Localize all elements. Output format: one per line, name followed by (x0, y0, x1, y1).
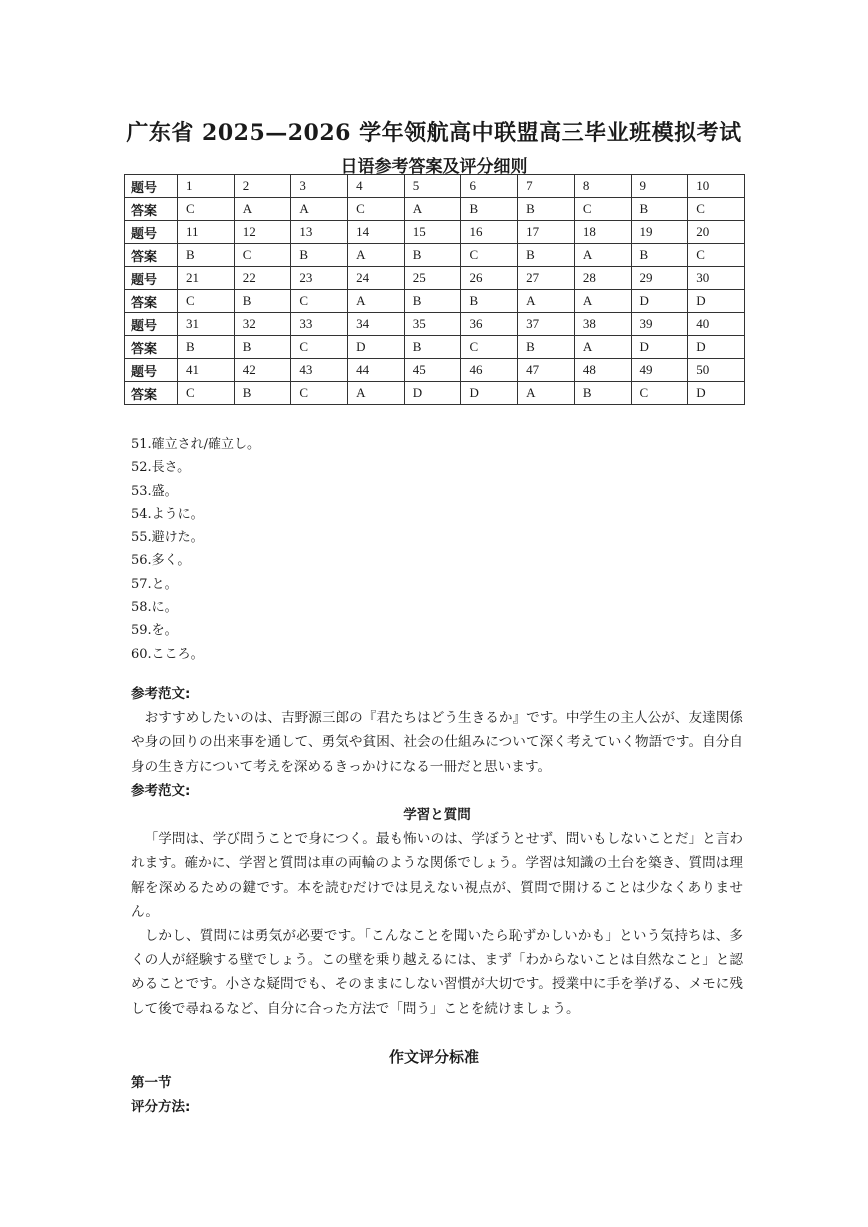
answer-cell: C (178, 290, 235, 313)
question-number-cell: 31 (178, 313, 235, 336)
fill-answer-item: 59.を。 (131, 623, 178, 639)
question-number-cell: 20 (688, 221, 745, 244)
question-number-cell: 29 (631, 267, 688, 290)
question-number-row-label: 题号 (125, 221, 178, 244)
question-number-row-label: 题号 (125, 175, 178, 198)
sample-essay-2-para1: 「学問は、学び問うことで身につく。最も怖いのは、学ぼうとせず、問いもしないことだ」と言われます。確かに、学習と質問は車の両輪のような関係でしょう。学習は知識の土台を築き、質問は理解を深めるための鍵です。本を読むだけでは見えない視点が、質問で開けることは少なくありません。 (131, 831, 743, 920)
answer-cell: A (518, 290, 575, 313)
question-number-cell: 27 (518, 267, 575, 290)
answer-row-label: 答案 (125, 290, 178, 313)
question-number-cell: 44 (348, 359, 405, 382)
question-number-cell: 6 (461, 175, 518, 198)
question-number-cell: 11 (178, 221, 235, 244)
fill-answer-item: 58.に。 (131, 600, 178, 616)
question-number-row (125, 313, 745, 336)
question-number-cell: 3 (291, 175, 348, 198)
question-number-row (125, 221, 745, 244)
answer-cell: B (291, 244, 348, 267)
question-number-cell: 13 (291, 221, 348, 244)
answer-cell: C (574, 198, 631, 221)
answer-cell: B (461, 290, 518, 313)
answer-cell: D (631, 336, 688, 359)
question-number-cell: 5 (404, 175, 461, 198)
answer-cell: C (688, 198, 745, 221)
answer-cell: D (461, 382, 518, 405)
question-number-cell: 46 (461, 359, 518, 382)
question-number-cell: 50 (688, 359, 745, 382)
question-number-cell: 40 (688, 313, 745, 336)
answer-cell: C (178, 198, 235, 221)
answer-row-label: 答案 (125, 382, 178, 405)
sample-essay-2-heading: 学習と質問 (403, 807, 471, 824)
fill-answer-item: 57.と。 (131, 576, 178, 592)
question-number-cell: 33 (291, 313, 348, 336)
question-number-cell: 12 (234, 221, 291, 244)
answer-cell: A (348, 244, 405, 267)
answer-cell: B (574, 382, 631, 405)
fill-answer-item: 56.多く。 (131, 553, 191, 569)
answer-row-label: 答案 (125, 198, 178, 221)
question-number-cell: 1 (178, 175, 235, 198)
sample-essay-2-para2: しかし、質問には勇気が必要です。「こんなことを聞いたら恥ずかしいかも」という気持ちは、多くの人が経験する壁でしょう。この壁を乗り越えるには、まず「わからないことは自然なこと」と認めることです。小さな疑問でも、そのままにしない習慣が大切です。授業中に手を挙げる、メモに残して後で尋ねるなど、自分に合った方法で「問う」ことを続けましょう。 (131, 928, 743, 1017)
question-number-cell: 24 (348, 267, 405, 290)
sample-essay-1-label: 参考范文: (131, 686, 191, 702)
fill-answer-item: 53.盛。 (131, 483, 178, 499)
answer-row (125, 244, 745, 267)
answer-cell: D (688, 290, 745, 313)
answer-row-label: 答案 (125, 244, 178, 267)
question-number-cell: 43 (291, 359, 348, 382)
fill-answer-item: 55.避けた。 (131, 530, 204, 546)
scoring-title: 作文评分标准 (388, 1048, 479, 1066)
answer-cell: B (518, 244, 575, 267)
sample-essay-2-label: 参考范文: (131, 782, 191, 799)
document-subtitle: 日语参考答案及评分细则 (340, 157, 528, 177)
question-number-cell: 47 (518, 359, 575, 382)
answer-cell: D (631, 290, 688, 313)
question-number-cell: 38 (574, 313, 631, 336)
answer-cell: B (404, 336, 461, 359)
question-number-cell: 19 (631, 221, 688, 244)
answer-cell: C (178, 382, 235, 405)
question-number-row (125, 267, 745, 290)
answer-cell: A (574, 290, 631, 313)
question-number-cell: 16 (461, 221, 518, 244)
fill-answer-item: 60.こころ。 (131, 646, 204, 662)
answer-cell: B (404, 290, 461, 313)
question-number-cell: 17 (518, 221, 575, 244)
question-number-cell: 30 (688, 267, 745, 290)
question-number-cell: 7 (518, 175, 575, 198)
question-number-cell: 49 (631, 359, 688, 382)
answer-cell: C (291, 336, 348, 359)
question-number-cell: 34 (348, 313, 405, 336)
question-number-cell: 26 (461, 267, 518, 290)
question-number-cell: 8 (574, 175, 631, 198)
answer-cell: C (631, 382, 688, 405)
answer-cell: B (631, 198, 688, 221)
question-number-cell: 23 (291, 267, 348, 290)
question-number-cell: 41 (178, 359, 235, 382)
answer-cell: B (234, 382, 291, 405)
question-number-cell: 35 (404, 313, 461, 336)
question-number-cell: 45 (404, 359, 461, 382)
answer-cell: A (574, 336, 631, 359)
question-number-cell: 37 (518, 313, 575, 336)
question-number-cell: 18 (574, 221, 631, 244)
answer-row (125, 336, 745, 359)
answer-cell: C (291, 290, 348, 313)
question-number-cell: 15 (404, 221, 461, 244)
answer-row (125, 290, 745, 313)
answer-cell: B (234, 290, 291, 313)
fill-answer-item: 51.確立され/確立し。 (131, 437, 261, 452)
answer-cell: D (688, 336, 745, 359)
question-number-cell: 9 (631, 175, 688, 198)
fill-answers-list (131, 433, 260, 666)
question-number-cell: 14 (348, 221, 405, 244)
question-number-cell: 4 (348, 175, 405, 198)
fill-answer-item: 54.ように。 (131, 506, 204, 522)
answer-cell: C (291, 382, 348, 405)
answer-cell: C (688, 244, 745, 267)
answer-cell: A (518, 382, 575, 405)
answer-cell: A (234, 198, 291, 221)
question-number-cell: 21 (178, 267, 235, 290)
answer-row (125, 382, 745, 405)
question-number-cell: 28 (574, 267, 631, 290)
answer-cell: C (461, 336, 518, 359)
answer-cell: D (404, 382, 461, 405)
answer-cell: A (348, 382, 405, 405)
answer-row (125, 198, 745, 221)
answer-cell: A (348, 290, 405, 313)
question-number-cell: 39 (631, 313, 688, 336)
answer-row-label: 答案 (125, 336, 178, 359)
question-number-cell: 36 (461, 313, 518, 336)
answer-cell: A (574, 244, 631, 267)
question-number-row (125, 359, 745, 382)
answer-cell: D (688, 382, 745, 405)
question-number-cell: 22 (234, 267, 291, 290)
sample-essay-1 (131, 682, 743, 1021)
scoring-method: 评分方法: (131, 1099, 191, 1115)
answer-cell: D (348, 336, 405, 359)
question-number-row-label: 题号 (125, 313, 178, 336)
answer-cell: A (404, 198, 461, 221)
answer-cell: A (291, 198, 348, 221)
answer-cell: B (234, 336, 291, 359)
answer-cell: B (178, 336, 235, 359)
question-number-row-label: 题号 (125, 359, 178, 382)
answer-cell: C (461, 244, 518, 267)
answer-cell: B (178, 244, 235, 267)
answer-cell: B (461, 198, 518, 221)
fill-answer-item: 52.長さ。 (131, 460, 191, 476)
scoring-section: 第一节 (131, 1075, 172, 1091)
answer-cell: B (631, 244, 688, 267)
document-title: 广东省 2025—2026 学年领航高中联盟高三毕业班模拟考试 (126, 120, 742, 146)
question-number-cell: 42 (234, 359, 291, 382)
sample-essay-1-text: おすすめしたいのは、吉野源三郎の『君たちはどう生きるか』です。中学生の主人公が、友達関係や身の回りの出来事を通して、勇気や貧困、社会の仕組みについて深く考えていく物語です。自分自身の生き方について考えを深めるきっかけになる一冊だと思います。 (131, 710, 743, 775)
question-number-cell: 25 (404, 267, 461, 290)
answer-cell: B (518, 336, 575, 359)
answer-cell: C (234, 244, 291, 267)
answer-cell: B (404, 244, 461, 267)
question-number-cell: 48 (574, 359, 631, 382)
question-number-cell: 32 (234, 313, 291, 336)
answer-cell: C (348, 198, 405, 221)
question-number-row-label: 题号 (125, 267, 178, 290)
question-number-row (125, 175, 745, 198)
question-number-cell: 10 (688, 175, 745, 198)
question-number-cell: 2 (234, 175, 291, 198)
answer-table (124, 174, 745, 405)
answer-cell: B (518, 198, 575, 221)
